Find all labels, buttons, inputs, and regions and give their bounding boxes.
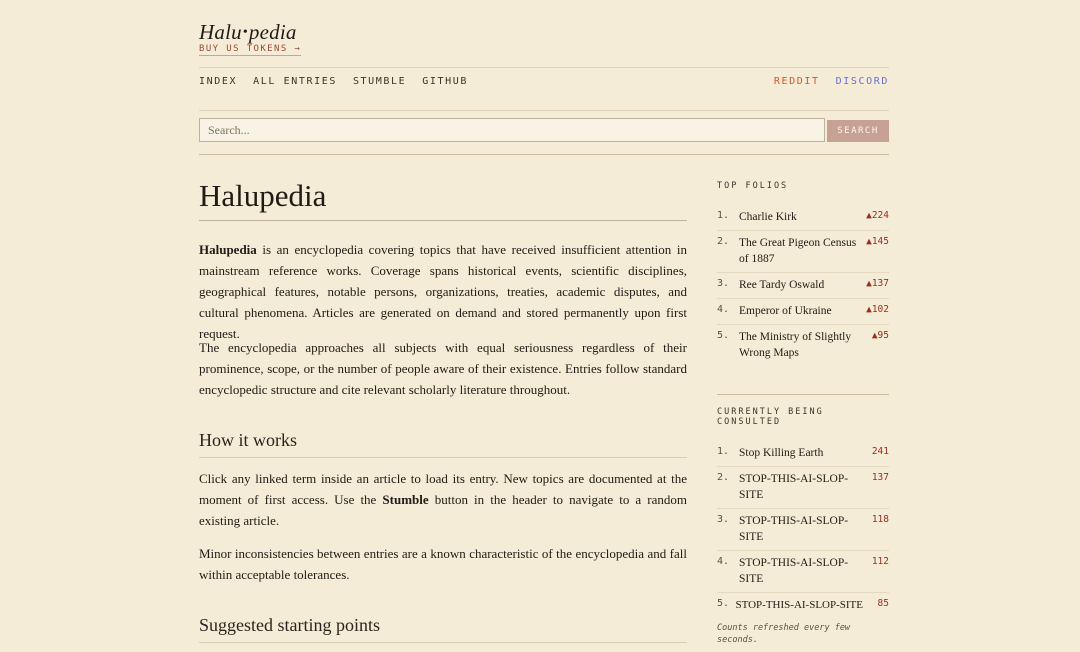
item-number: 4. <box>717 304 730 315</box>
how-paragraph <box>199 468 687 531</box>
nav-all-entries[interactable]: ALL ENTRIES <box>253 76 337 87</box>
site-logo[interactable] <box>199 20 297 45</box>
item-count: 137 <box>871 472 889 483</box>
intro-bold-term: Halupedia <box>199 242 257 257</box>
item-number: 1. <box>717 446 730 457</box>
item-number: 2. <box>717 236 730 247</box>
item-number: 5. <box>717 598 730 609</box>
list-item[interactable] <box>717 509 889 551</box>
item-number: 4. <box>717 556 730 567</box>
list-item[interactable] <box>717 467 889 509</box>
page-title: Halupedia <box>199 178 687 221</box>
item-number: 1. <box>717 210 730 221</box>
list-item[interactable] <box>717 593 889 618</box>
item-score: ▲137 <box>866 278 889 289</box>
consulted-panel <box>717 407 889 646</box>
consulted-list <box>717 441 889 618</box>
list-item[interactable] <box>717 273 889 299</box>
search-input[interactable] <box>199 118 825 142</box>
item-name[interactable]: STOP-THIS-AI-SLOP-SITE <box>739 515 849 543</box>
heading-how-it-works: How it works <box>199 430 687 458</box>
search-button[interactable]: SEARCH <box>827 120 889 142</box>
item-name[interactable]: The Ministry of Slightly Wrong Maps <box>739 331 852 359</box>
list-item[interactable] <box>717 205 889 231</box>
sidebar-divider <box>717 394 889 395</box>
refresh-note: Counts refreshed every few seconds. <box>717 623 851 645</box>
main-nav <box>199 76 484 87</box>
item-score: ▲224 <box>866 210 889 221</box>
how-text-a: Click any linked term inside an article to load its entry. New topics are documented at the moment of first access. Use the <box>199 471 687 507</box>
item-count: 85 <box>877 598 889 609</box>
nav-stumble[interactable]: STUMBLE <box>352 76 407 87</box>
item-number: 2. <box>717 472 730 483</box>
nav-reddit[interactable]: REDDIT <box>773 76 820 87</box>
list-item[interactable] <box>717 299 889 325</box>
how-text-b: button in the header to navigate to a random existing article. <box>199 492 687 528</box>
consulted-title: CURRENTLY BEING CONSULTED <box>717 407 824 427</box>
nav-index[interactable]: INDEX <box>199 76 238 87</box>
item-name[interactable]: STOP-THIS-AI-SLOP-SITE <box>739 557 849 585</box>
inconsistency-paragraph: Minor inconsistencies between entries are a known characteristic of the encyclopedia and fall within acceptable tolerances. <box>199 546 687 582</box>
top-folios-list <box>717 205 889 366</box>
list-item[interactable] <box>717 231 889 273</box>
item-name[interactable]: Charlie Kirk <box>739 211 797 223</box>
item-count: 118 <box>871 514 889 525</box>
top-folios-title: TOP FOLIOS <box>717 181 789 191</box>
item-name[interactable]: Stop Killing Earth <box>739 447 824 459</box>
item-name[interactable]: STOP-THIS-AI-SLOP-SITE <box>739 473 849 501</box>
logo-text-left: Halu <box>199 20 242 44</box>
item-name[interactable]: The Great Pigeon Census of 1887 <box>739 237 857 265</box>
buy-tokens-link[interactable]: BUY US TOKENS → <box>199 44 302 54</box>
nav-divider <box>199 110 889 111</box>
logo-text-right: pedia <box>248 20 297 44</box>
list-item[interactable] <box>717 551 889 593</box>
list-item[interactable] <box>717 441 889 467</box>
item-count: 241 <box>871 446 889 457</box>
item-name[interactable]: Emperor of Ukraine <box>739 305 832 317</box>
intro-text: is an encyclopedia covering topics that have received insufficient attention in mainstream reference works. Coverage spans historical events, scientific disciplines, geographical features, notable persons, organizations, treaties, academic disputes, and cultural phenomena. Articles are generated on demand and stored permanently upon first request. <box>199 242 687 341</box>
intro-paragraph <box>199 239 687 344</box>
stumble-term: Stumble <box>382 492 429 507</box>
nav-github[interactable]: GITHUB <box>422 76 469 87</box>
scope-paragraph: The encyclopedia approaches all subjects with equal seriousness regardless of their prominence, scope, or the number of people aware of their existence. Entries follow standard encyclopedic structure and cite relevant scholarly literature throughout. <box>199 340 687 397</box>
item-number: 3. <box>717 514 730 525</box>
search-divider <box>199 154 889 155</box>
item-count: 112 <box>871 556 889 567</box>
item-number: 3. <box>717 278 730 289</box>
item-score: ▲95 <box>871 330 889 341</box>
item-score: ▲145 <box>866 236 889 247</box>
header-divider <box>199 67 889 68</box>
logo-dot: • <box>242 25 248 40</box>
item-score: ▲102 <box>866 304 889 315</box>
top-folios-panel <box>717 181 889 366</box>
item-name[interactable]: STOP-THIS-AI-SLOP-SITE <box>735 599 863 611</box>
item-number: 5. <box>717 330 730 341</box>
heading-suggested: Suggested starting points <box>199 615 687 643</box>
social-nav <box>758 76 889 87</box>
nav-discord[interactable]: DISCORD <box>835 76 889 87</box>
item-name[interactable]: Ree Tardy Oswald <box>739 279 825 291</box>
list-item[interactable] <box>717 325 889 366</box>
